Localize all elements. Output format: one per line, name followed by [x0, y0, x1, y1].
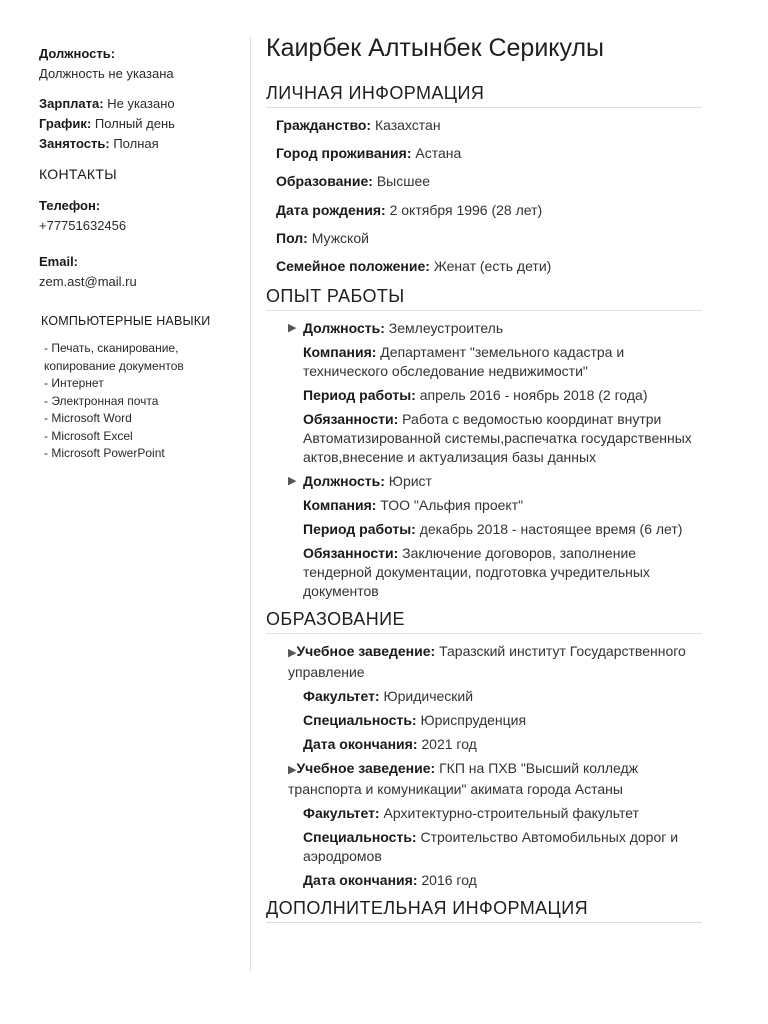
employment-value: Полная [113, 136, 159, 151]
row-label: Семейное положение: [276, 257, 430, 274]
job-position-row [288, 319, 702, 338]
triangle-right-icon: ▶ [288, 321, 297, 334]
candidate-name: Каирбек Алтынбек Серикулы [266, 34, 605, 62]
phone-value[interactable]: +77751632456 [39, 218, 127, 233]
skill-item: - Электронная почта [44, 393, 159, 408]
email-block [39, 252, 239, 292]
education-entry [288, 642, 702, 754]
specialty-label: Специальность: [303, 711, 417, 728]
sidebar [39, 44, 239, 463]
salary-row [39, 94, 239, 114]
specialty-value: Юриспруденция [420, 711, 527, 728]
column-divider [250, 36, 251, 972]
job-entry [288, 472, 702, 601]
additional-info-title: ДОПОЛНИТЕЛЬНАЯ ИНФОРМАЦИЯ [266, 898, 702, 923]
schedule-value: Полный день [94, 116, 175, 131]
faculty-label: Факультет: [303, 687, 380, 704]
institution-value: Таразский институт Государственного управление [288, 642, 686, 680]
job-period-row [303, 386, 702, 405]
duties-value: Заключение договоров, заполнение тендерной документации, подготовка учредительных документов [303, 544, 650, 599]
triangle-right-icon: ▶ [288, 763, 297, 776]
faculty-row [303, 804, 702, 823]
personal-row [276, 116, 702, 135]
phone-block [39, 196, 239, 236]
specialty-row [303, 711, 702, 730]
row-value: 2 октября 1996 (28 лет) [389, 201, 543, 218]
institution-label: Учебное заведение: [296, 759, 436, 776]
job-period-row [303, 520, 702, 539]
row-label: Город проживания: [276, 145, 412, 162]
end-date-label: Дата окончания: [303, 871, 418, 888]
end-date-label: Дата окончания: [303, 735, 418, 752]
triangle-right-icon: ▶ [288, 474, 297, 487]
row-label: Дата рождения: [276, 201, 386, 218]
period-value: декабрь 2018 - настоящее время (6 лет) [419, 520, 683, 537]
personal-row [276, 201, 702, 220]
job-company-row [303, 496, 702, 515]
end-date-value: 2016 год [421, 871, 477, 888]
experience-title: ОПЫТ РАБОТЫ [266, 286, 702, 311]
skill-item: - Microsoft Word [44, 411, 132, 425]
education-entry [288, 759, 702, 890]
institution-label: Учебное заведение: [296, 642, 436, 659]
company-value: ТОО "Альфия проект" [380, 496, 524, 513]
end-date-value: 2021 год [421, 735, 477, 752]
personal-row [276, 144, 702, 163]
schedule-row [39, 114, 239, 134]
end-date-row [303, 735, 702, 754]
position-value: Землеустроитель [388, 319, 504, 336]
row-label: Гражданство: [276, 117, 372, 133]
duties-label: Обязанности: [303, 410, 399, 427]
personal-row [276, 172, 702, 191]
email-label: Email: [39, 254, 79, 269]
row-label: Пол: [276, 229, 308, 246]
email-value[interactable]: zem.ast@mail.ru [39, 274, 137, 289]
period-label: Период работы: [303, 520, 416, 537]
employment-label: Занятость: [39, 136, 110, 151]
contacts-title: КОНТАКТЫ [39, 166, 117, 182]
faculty-row [303, 687, 702, 706]
skill-item: - Microsoft PowerPoint [44, 446, 165, 460]
row-value: Мужской [311, 229, 369, 246]
skill-item: - Интернет [44, 376, 104, 390]
end-date-row [303, 871, 702, 890]
employment-row [39, 134, 239, 154]
row-value: Астана [415, 145, 462, 162]
triangle-right-icon: ▶ [288, 646, 297, 659]
education-title: ОБРАЗОВАНИЕ [266, 609, 702, 634]
job-entry [288, 319, 702, 467]
duties-value: Работа с ведомостью координат внутри Автоматизированной системы,распечатка государственных актов,внесение и актуализация базы данных [303, 410, 692, 465]
specialty-label: Специальность: [303, 828, 417, 845]
main-content [266, 34, 702, 931]
salary-value: Не указано [107, 96, 175, 111]
company-label: Компания: [303, 343, 377, 360]
period-label: Период работы: [303, 386, 416, 403]
personal-row [276, 229, 702, 248]
institution-row [288, 759, 702, 799]
personal-row [276, 257, 702, 276]
position-label: Должность: [303, 319, 385, 336]
company-value: Департамент "земельного кадастра и технического обследование недвижимости" [303, 343, 625, 379]
skills-title: КОМПЬЮТЕРНЫЕ НАВЫКИ [41, 314, 211, 328]
position-value: Юрист [388, 472, 432, 489]
institution-value: ГКП на ПХВ "Высший колледж транспорта и комуникации" акимата города Астаны [288, 759, 639, 797]
row-value: Женат (есть дети) [433, 257, 552, 274]
specialty-row [303, 828, 702, 866]
skill-item: - Печать, сканирование, копирование документов [44, 341, 184, 373]
skills-list [39, 340, 239, 463]
job-duties-row [303, 544, 702, 601]
faculty-value: Архитектурно-строительный факультет [383, 804, 639, 821]
row-value: Высшее [376, 173, 431, 190]
position-label: Должность: [39, 46, 116, 61]
job-position-row [288, 472, 702, 491]
institution-row [288, 642, 702, 682]
phone-label: Телефон: [39, 198, 101, 213]
job-duties-row [303, 410, 702, 467]
job-company-row [303, 343, 702, 381]
company-label: Компания: [303, 496, 377, 513]
schedule-label: График: [39, 116, 92, 131]
duties-label: Обязанности: [303, 544, 399, 561]
specialty-value: Строительство Автомобильных дорог и аэродромов [303, 828, 679, 864]
skill-item: - Microsoft Excel [44, 428, 133, 443]
faculty-label: Факультет: [303, 804, 380, 821]
salary-label: Зарплата: [39, 96, 104, 111]
period-value: апрель 2016 - ноябрь 2018 (2 года) [419, 386, 648, 403]
faculty-value: Юридический [383, 687, 474, 704]
personal-info-title: ЛИЧНАЯ ИНФОРМАЦИЯ [266, 83, 702, 108]
position-block [39, 44, 239, 84]
row-value: Казахстан [374, 117, 441, 133]
row-label: Образование: [276, 173, 373, 190]
position-value: Должность не указана [39, 66, 174, 81]
position-label: Должность: [303, 472, 385, 489]
